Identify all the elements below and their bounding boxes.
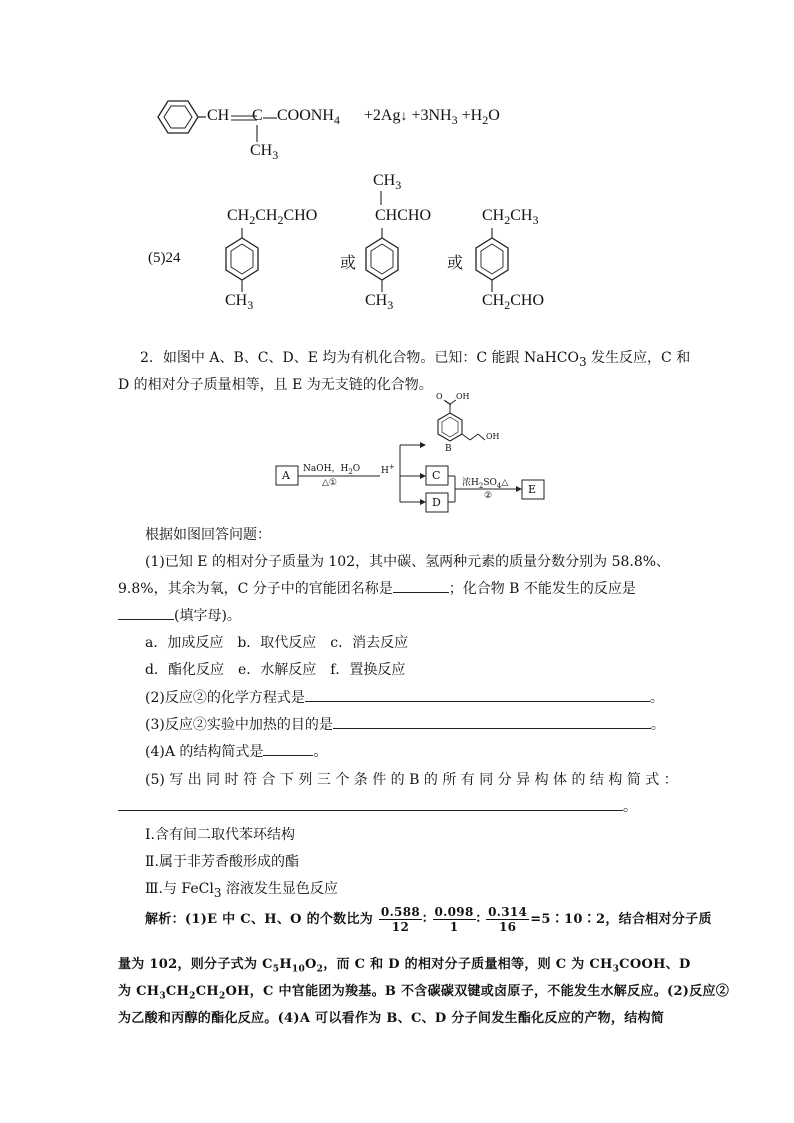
answer-5-block — [145, 170, 565, 320]
compound-a: A — [282, 469, 290, 482]
equation-block — [150, 95, 570, 165]
condition-iii: Ⅲ.与 FeCl$_3$ 溶液发生显色反应 — [145, 881, 338, 900]
compound-c: C — [432, 469, 441, 482]
analysis-line-2: 量为 102，则分子式为 $C_5H_{10}O_2$，而 C 和 D 的相对分子质量相等，则 C 为 $CH_3COOH$、D — [118, 957, 691, 975]
condition-2: 浓$H_2SO_4\triangle$ — [462, 478, 509, 490]
b-alcohol-oh: OH — [486, 432, 500, 441]
q-part-4: (4)A 的结构简式是 。 — [145, 741, 327, 761]
fraction-o: $\frac{0.314}{16}$ — [488, 905, 528, 934]
structure-2-bottom: $CH_3$ — [365, 292, 394, 313]
q-part-1-line1: (1)已知 E 的相对分子质量为 102，其中碳、氢两种元素的质量分数分别为 58.8%、 — [145, 554, 671, 570]
product-h2o: $+H_2O$ — [461, 107, 500, 128]
answer-blank[interactable] — [118, 605, 174, 620]
answer-blank[interactable] — [333, 714, 651, 729]
q-part-5: (5) 写 出 同 时 符 合 下 列 三 个 条 件 的 B 的 所 有 同 分 异 构 体 的 结 构 简 式 ： — [145, 772, 678, 788]
condition-1: NaOH，$H_2O$ — [303, 464, 361, 476]
precipitate-arrow-icon: ↓ — [400, 109, 408, 124]
scheme-lines — [270, 400, 560, 518]
answer-blank[interactable] — [118, 796, 623, 811]
product-nh3: $+3NH_3$ — [411, 107, 458, 128]
group-coonh4: $COONH_4$ — [277, 107, 340, 128]
answer-blank[interactable] — [263, 741, 313, 756]
compound-e: E — [528, 483, 537, 496]
answer-5-label: (5)24 — [148, 250, 181, 266]
q-part-2: (2)反应②的化学方程式是 。 — [145, 687, 664, 707]
structure-2-methyl: $CH_3$ — [373, 172, 402, 193]
condition-1-below: △① — [322, 478, 337, 488]
compound-b-label: B — [445, 444, 452, 454]
q-part-1-line3: (填字母)。 — [118, 605, 241, 625]
fraction-h: $\frac{0.098}{1}$ — [434, 905, 474, 934]
answer-blank[interactable] — [305, 687, 650, 702]
analysis-line-1: 解析：(1)E 中 C、H、O 的个数比为 $\frac{0.588}{12}$ ∶ $\frac{0.098}{1}$ ∶ $\frac{0.314}{16}$ =5∶10∶2，结合相对分子质 — [145, 905, 712, 934]
product-ag: +2Ag↓ — [363, 107, 408, 124]
or-text-1: 或 — [340, 255, 357, 272]
structure-1-bottom: $CH_3$ — [225, 292, 254, 313]
group-ch: CH — [207, 107, 230, 124]
b-carbonyl-o: O — [436, 392, 443, 401]
analysis-line-3: 为 $CH_3CH_2CH_2OH$，C 中官能团为羧基。B 不含碳碳双键或卤原子，不能发生水解反应。(2)反应② — [118, 984, 730, 1002]
options-line-2: d．酯化反应 e．水解反应 f．置换反应 — [145, 662, 406, 678]
compound-d: D — [432, 496, 441, 509]
q-part-3: (3)反应②实验中加热的目的是 。 — [145, 714, 665, 734]
structure-2-top: CHCHO — [375, 207, 432, 224]
condition-i: Ⅰ.含有间二取代苯环结构 — [145, 827, 295, 843]
q-part-1-line2: 9.8%，其余为氧，C 分子中的官能团名称是 ；化合物 B 不能发生的反应是 — [118, 578, 636, 598]
structure-1-top: $CH_2CH_2CHO$ — [227, 207, 318, 228]
analysis-line-4: 为乙酸和丙醇的酯化反应。(4)A 可以看作为 B、C、D 分子间发生酯化反应的产物，结构简 — [118, 1011, 665, 1026]
group-c: C — [252, 107, 263, 124]
methyl-group: $CH_3$ — [250, 142, 279, 163]
reaction-scheme — [270, 392, 560, 518]
q-part-5-blank-line: 。 — [118, 796, 637, 816]
structure-3-top: $CH_2CH_3$ — [482, 207, 539, 228]
answer-blank[interactable] — [393, 578, 449, 593]
fraction-c: $\frac{0.588}{12}$ — [380, 905, 420, 934]
q2-intro-line1: 2．如图中 A、B、C、D、E 均为有机化合物。已知：C 能跟 NaHCO$_3$ 发生反应，C 和 — [140, 350, 691, 369]
prompt: 根据如图回答问题： — [145, 527, 271, 543]
structure-3-bottom: $CH_2CHO$ — [482, 292, 545, 313]
options-line-1: a．加成反应 b．取代反应 c．消去反应 — [145, 635, 409, 651]
b-acid-oh: OH — [456, 392, 470, 401]
h-plus: H+ — [381, 463, 395, 476]
condition-ii: Ⅱ.属于非芳香酸形成的酯 — [145, 854, 299, 870]
condition-2-below: ② — [484, 491, 493, 501]
q2-intro-line2: D 的相对分子质量相等，且 E 为无支链的化合物。 — [118, 377, 433, 393]
or-text-2: 或 — [447, 255, 464, 272]
benzene-ring-icon — [150, 95, 210, 145]
